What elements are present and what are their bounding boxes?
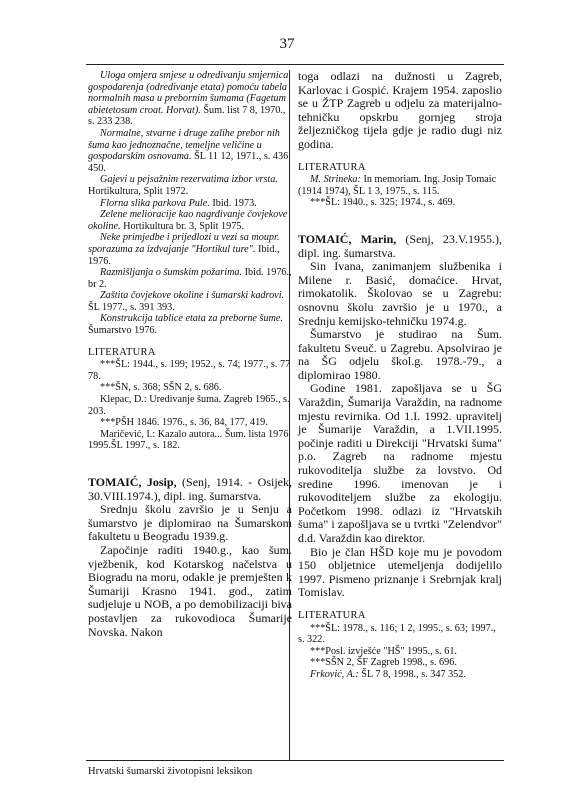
work-ref: Ibid. 1973. — [209, 197, 257, 209]
entry-header: (Senj, 1914. - Osijek, 30.VIII.1974.), dipl. ing. šumarstva. — [88, 475, 292, 503]
work-title: Neke primjedbe i prijedlozi u vezi sa moupr. sporazuma za izdvajanje "Hortikul ture". — [88, 232, 280, 255]
literature-author: M. Strineka: — [310, 174, 361, 186]
literature-item — [298, 197, 502, 209]
work-ref: Hortikultura, Split 1972. — [88, 185, 189, 197]
entry-paragraph: Započinje raditi 1940.g., kao šum. vježbenik, kod Kotarskog načelstva u Biogradu na moru, odakle je premješten k Šumariji Krasno 1941. god., zatim sudjeluje u NOB, a po demobilizaciji biva postavljen za rukovodioca Šumarije Novska. Nakon — [88, 542, 292, 639]
work-ref: Ibid., 1976. — [88, 243, 280, 267]
literature-text: ***ŠL: 1940., s. 325; 1974., s. 469. — [310, 197, 456, 209]
works-list — [88, 70, 292, 337]
work-ref: Šumarstvo 1976. — [88, 325, 158, 337]
work-ref: Hortikultura br. 3, Split 1975. — [120, 220, 244, 232]
literature-item — [298, 646, 502, 658]
work-ref: Šum. list 7 8, 1970., s. 233 238. — [88, 104, 286, 128]
work-title: Konstrukcija tablice etata za preborne šume. — [100, 313, 283, 325]
entry-name: TOMAIĆ, Josip, — [88, 475, 177, 489]
work-item — [88, 128, 292, 174]
right-column — [298, 70, 502, 681]
literature-item: Klepac, D.: Uredivanje šuma. Zagreb 1965., s. 203. — [88, 394, 290, 417]
entry-name: TOMAIĆ, Marin, — [298, 231, 397, 246]
literature-text: ***Posl. izvješće "HŠ" 1995., s. 61. — [310, 645, 457, 657]
entry-paragraph: Godine 1981. zapošljava se u ŠG Varaždin, Šumarija Varaždin, na radnome mjestu revirnika. Od 1.I. 1992. upravitelj je Šumarije Varaždin, a 1.VII.1995. počinje raditi u Direkciji "Hrvatski šuma" p.o. Zagreb na radnome mjestu rukovoditelja službe za lovstvo. Od sredine 1996. imenovan je i rukovoditeljem službe za ekologiju. Početkom 1998. odlazi iz "Hrvatskih šuma" i zapošljava se u tvrtki "Zelendvor" d.d. Varaždin kao direktor. — [298, 381, 502, 545]
literature-item: ***ŠL: 1944., s. 199; 1952., s. 74; 1977., s. 77 78. — [88, 359, 291, 382]
bottom-rule — [86, 760, 504, 761]
literature-item: ***PŠH 1846. 1976., s. 36, 84, 177, 419. — [100, 417, 268, 429]
literature-list — [298, 174, 502, 209]
work-ref: Ibid. 1976., br 2. — [88, 267, 292, 290]
work-title: Normalne, stvarne i druge zalihe prebor nih šuma kao jednoznačne, temeljne veličine u gospodarskim osnovama. — [88, 127, 280, 163]
literature-list — [88, 359, 292, 452]
entry-paragraph: Bio je član HŠD koje mu je povodom 150 obljetnice utemeljenja dodijelilo 1997. Pismeno priznanje i Srebrnjak kralj Tomislav. — [298, 544, 502, 600]
work-item — [88, 313, 292, 336]
work-item — [88, 267, 292, 290]
work-item — [88, 232, 292, 267]
entry-tomaic-marin — [298, 233, 502, 600]
work-item — [88, 174, 292, 197]
literature-item — [298, 174, 502, 197]
literature-text: ***SŠN 2, ŠF Zagreb 1998., s. 696. — [310, 657, 457, 669]
literature-author: Frković, A.: — [310, 668, 359, 680]
work-item — [88, 209, 292, 232]
literature-text: In memoriam. Ing. Josip Tomaic (1914 1974), ŠL 1 3, 1975., s. 115. — [298, 174, 497, 197]
literature-item: Maričević, I.: Kazalo autora... Šum. lista 1976 1995.ŠL 1997., s. 182. — [88, 428, 289, 452]
work-ref: ŠL 11 12, 1971., s. 436 450. — [88, 151, 289, 174]
left-column — [88, 70, 292, 639]
work-title: Uloga omjera smjese u odredivanju smjernica gospodarenja (odredivanje etata) pomoću tabela normalnih masa u prebornim šumama (Fagetum abietetosum croat. Horvat). — [88, 70, 289, 116]
literature-heading: LITERATURA — [298, 609, 366, 621]
entry-header: (Senj, 23.V.1955.), dipl. ing. šumarstva. — [298, 231, 503, 260]
work-item — [88, 70, 292, 128]
literature-text: ***ŠL: 1978., s. 116; 1 2, 1995., s. 63; 1997., s. 322. — [298, 622, 496, 646]
literature-heading: LITERATURA — [298, 161, 366, 173]
continuation-text: toga odlazi na dužnosti u Zagreb, Karlovac i Gospić. Krajem 1954. zaposlio se u ŽTP Zagreb u odjelu za materijalno-tehničku opskrbu gornjeg stroja željezničkog tijela gdje je radio dugi niz godina. — [298, 69, 502, 151]
entry-tomaic-josip — [88, 476, 292, 639]
page-footer: Hrvatski šumarski životopisni leksikon — [88, 766, 253, 777]
work-title: Razmišljanja o šumskim požarima. — [100, 267, 243, 279]
work-item — [88, 198, 292, 210]
literature-heading: LITERATURA — [88, 346, 156, 358]
entry-paragraph: Šumarstvo je studirao na Šum. fakultetu Sveuč. u Zagrebu. Apsolvirao je na ŠG odjelu škol.g. 1978.-79., a diplomirao 1980. — [298, 327, 502, 382]
top-rule — [86, 64, 504, 65]
literature-item — [298, 657, 502, 669]
entry-paragraph: Srednju školu završio je u Senju a šumarstvo je diplomirao na Šumarskom fakultetu u Beogradu 1939.g. — [88, 502, 292, 544]
work-title: Zelene melioracije kao nagrdivanje čovjekove okoline. — [88, 209, 288, 232]
page-number: 37 — [279, 36, 295, 52]
literature-text: ŠL 7 8, 1998., s. 347 352. — [358, 668, 466, 680]
work-item — [88, 290, 292, 313]
work-title: Zaštita čovjekove okoline i šumarski kadrovi. — [100, 290, 285, 302]
literature-item — [298, 623, 502, 646]
entry-paragraph: Sin Ivana, zanimanjem službenika i Milene r. Basić, domaćice. Hrvat, rimokatolik. Školovao se u Zagrebu: osnovnu školu završio je u 1970., a Srednju kemijsko-tehničku 1974.g. — [298, 259, 502, 328]
work-title: Gajevi u pejsažnim rezervatima izbor vrsta. — [100, 174, 278, 186]
work-ref: ŠL 1977., s. 391 393. — [88, 301, 175, 313]
literature-item: ***ŠN, s. 368; SŠN 2, s. 686. — [100, 382, 222, 394]
work-title: Florna slika parkova Pule. — [100, 197, 210, 209]
literature-list — [298, 623, 502, 681]
literature-item — [298, 669, 502, 681]
